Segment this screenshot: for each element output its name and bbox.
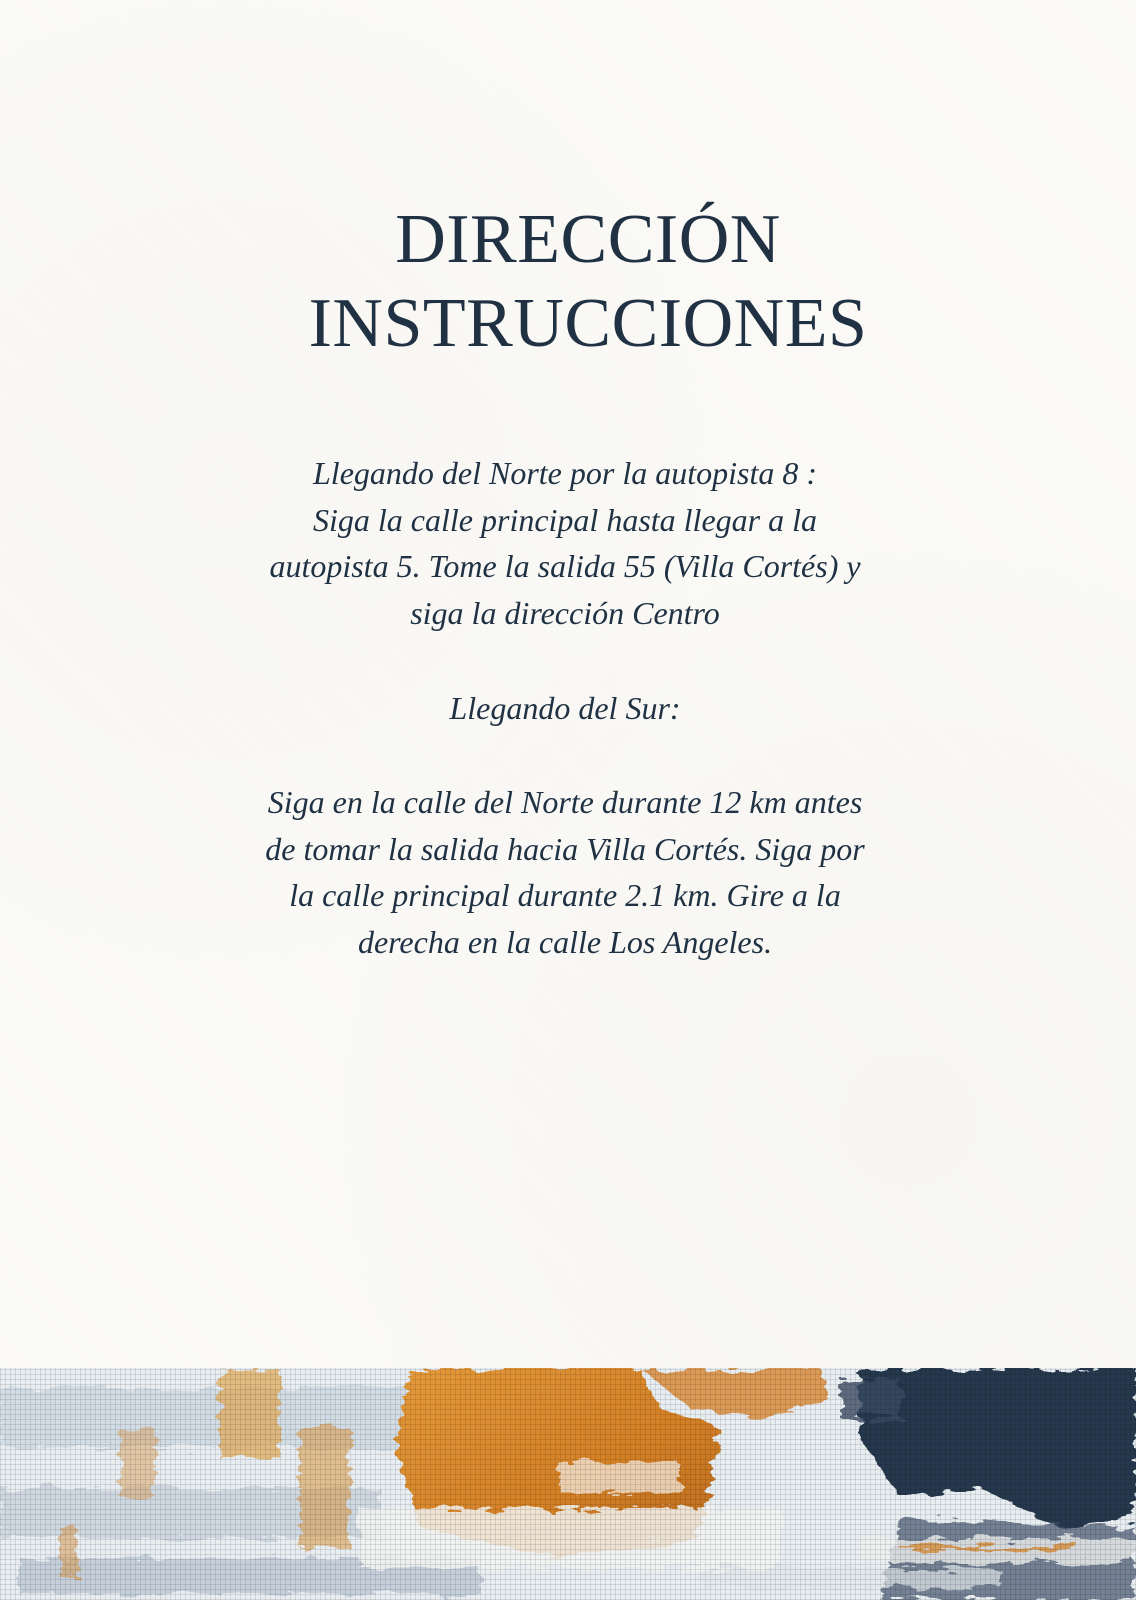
north-line: autopista 5. Tome la salida 55 (Villa Cortés) y: [269, 548, 861, 584]
page-title: [0, 198, 1136, 366]
south-line: derecha en la calle Los Angeles.: [357, 923, 773, 960]
abstract-paint-band: [0, 1368, 1136, 1600]
south-line: de tomar la salida hacia Villa Cortés. Siga por: [265, 830, 865, 867]
south-heading: Llegando del Sur:: [449, 690, 681, 726]
north-line: Llegando del Norte por la autopista 8 :: [313, 455, 817, 491]
north-line: Siga la calle principal hasta llegar a la: [313, 501, 817, 538]
south-line: Siga en la calle del Norte durante 12 km antes: [267, 784, 863, 820]
south-directions: [240, 779, 890, 965]
north-line: siga la dirección Centro: [410, 594, 720, 631]
south-line: la calle principal durante 2.1 km. Gire a la: [289, 877, 841, 913]
title-line-2: INSTRUCCIONES: [308, 285, 868, 362]
canvas-texture: [0, 1368, 1136, 1600]
title-line-1: DIRECCIÓN: [395, 201, 781, 278]
north-directions: [240, 450, 890, 636]
